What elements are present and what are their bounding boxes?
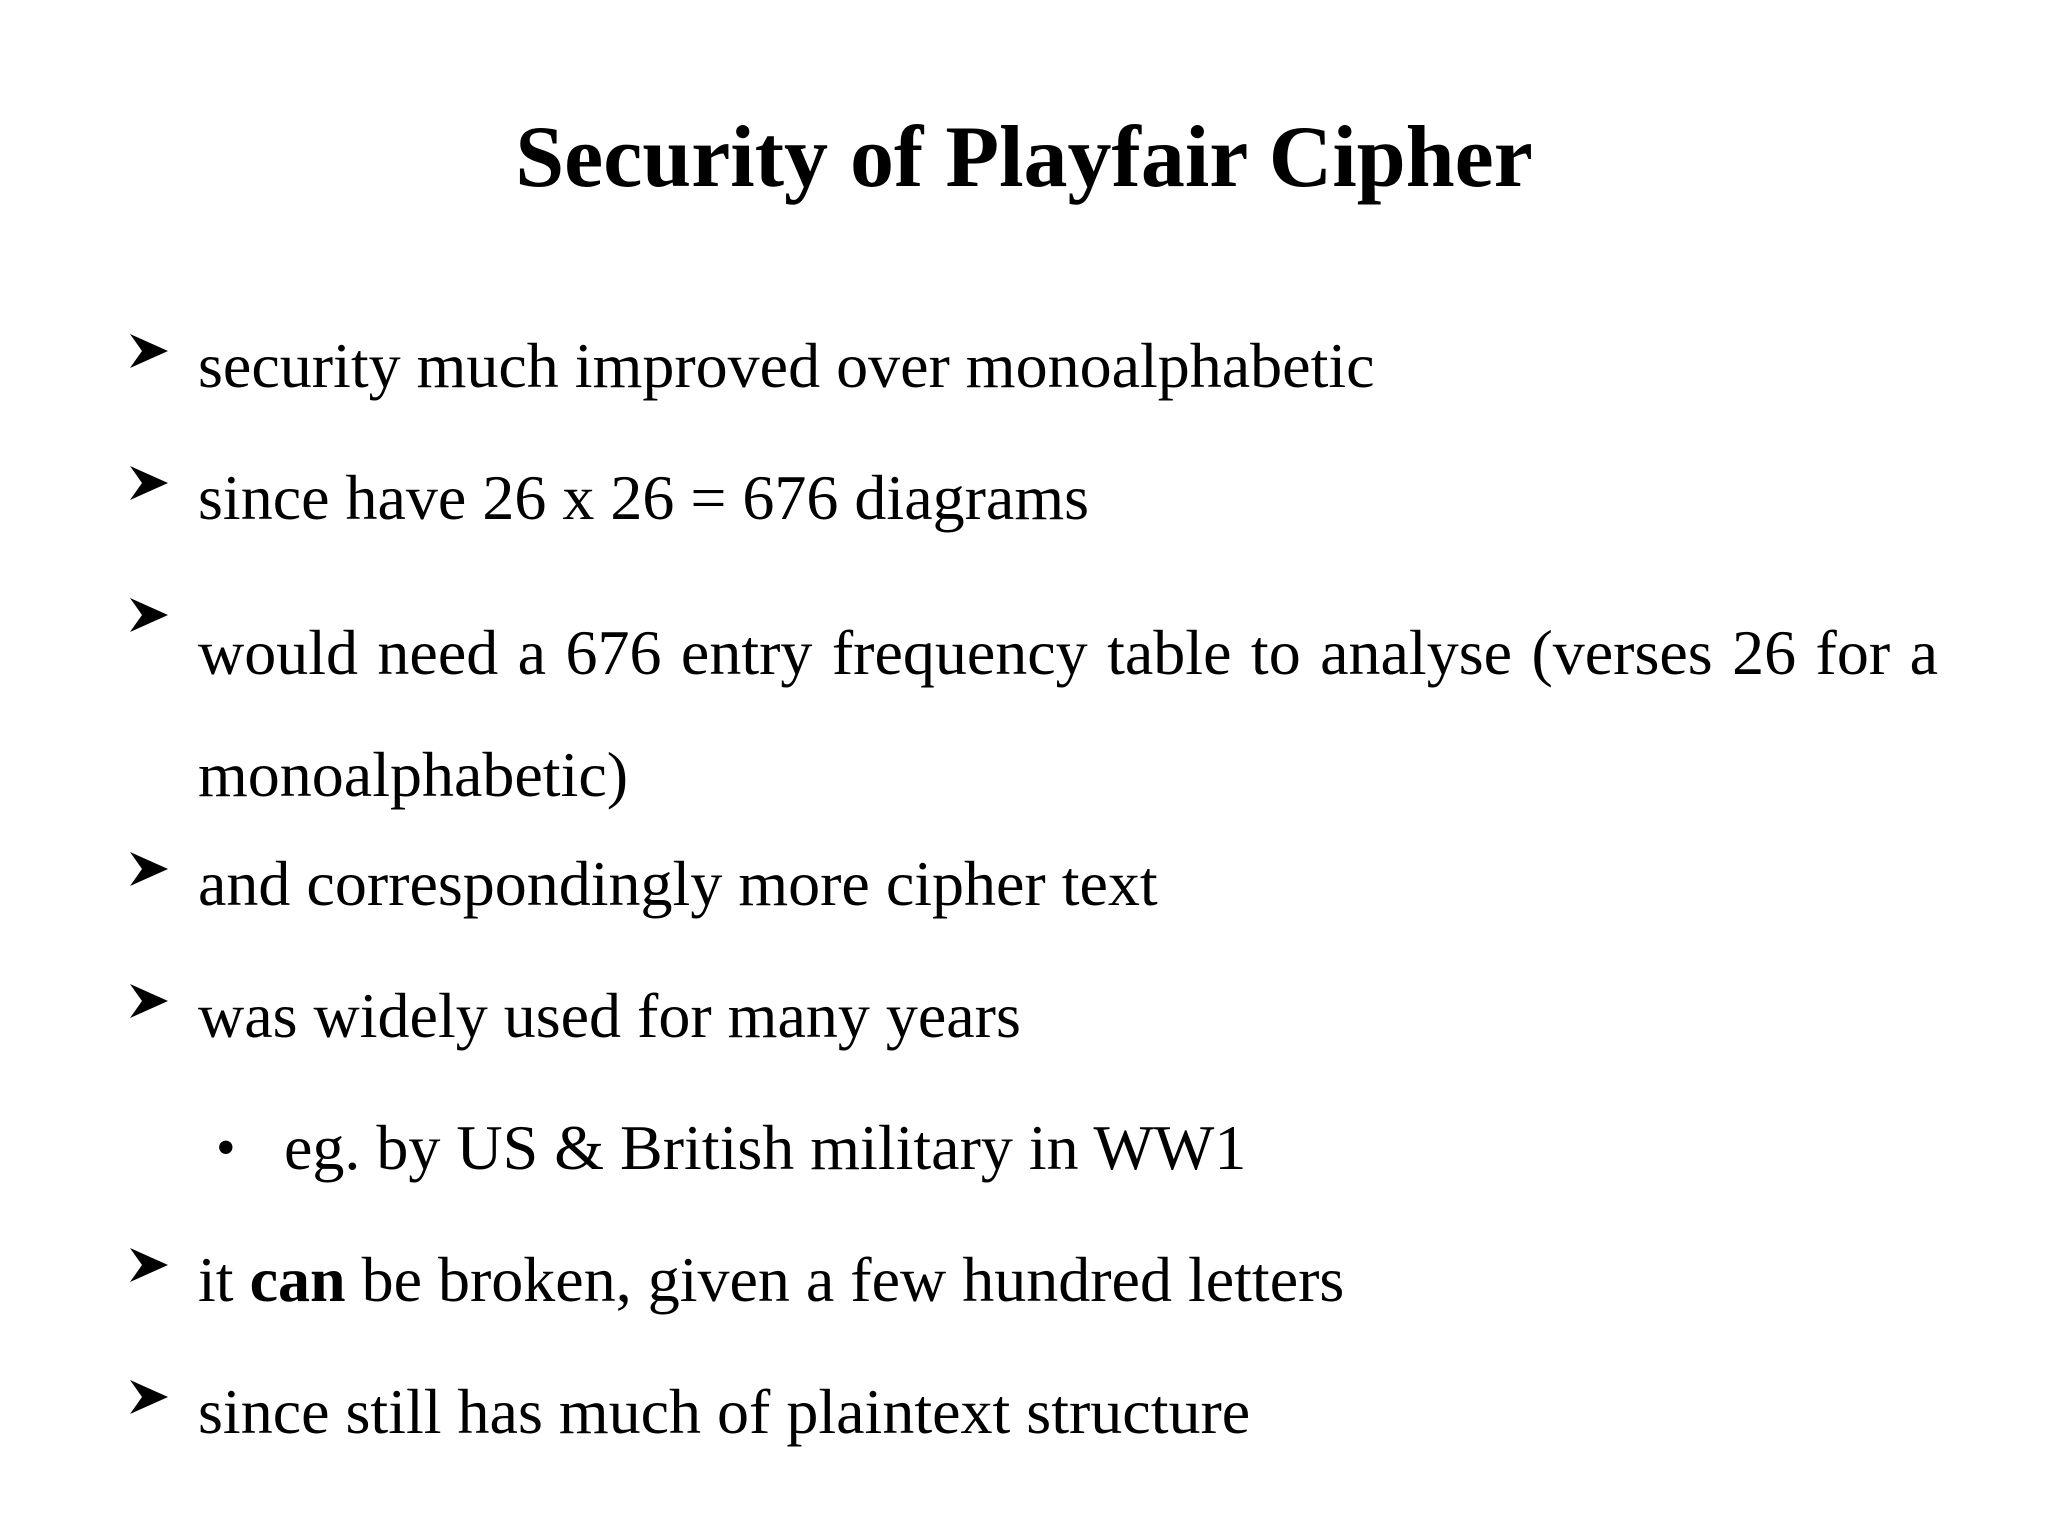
arrowhead-bullet-icon <box>128 848 170 890</box>
bullet-text: was widely used for many years <box>198 980 1021 1051</box>
arrowhead-bullet-icon <box>128 330 170 372</box>
bullet-text <box>198 1242 1344 1318</box>
bullet-text: would need a 676 entry frequency table to analyse (verses 26 for a monoalphabetic) <box>198 617 1938 810</box>
arrowhead-bullet-icon <box>128 594 170 636</box>
emphasized-word: can <box>249 1244 346 1315</box>
bullet-text: since have 26 x 26 = 676 diagrams <box>198 462 1089 533</box>
bullet-text-suffix: be broken, given a few hundred letters <box>345 1244 1345 1315</box>
round-bullet-icon: • <box>216 1117 236 1179</box>
bullet-text: and correspondingly more cipher text <box>198 848 1158 919</box>
sub-bullet-text: eg. by US & British military in WW1 <box>284 1112 1247 1183</box>
slide-title: Security of Playfair Cipher <box>515 109 1533 206</box>
bullet-text: since still has much of plaintext structure <box>198 1376 1251 1447</box>
arrowhead-bullet-icon <box>128 462 170 504</box>
arrowhead-bullet-icon <box>128 1376 170 1418</box>
bullet-text-prefix: it <box>198 1244 250 1315</box>
arrowhead-bullet-icon <box>128 980 170 1022</box>
arrowhead-bullet-icon <box>128 1244 170 1286</box>
bullet-text: security much improved over monoalphabetic <box>198 330 1375 401</box>
